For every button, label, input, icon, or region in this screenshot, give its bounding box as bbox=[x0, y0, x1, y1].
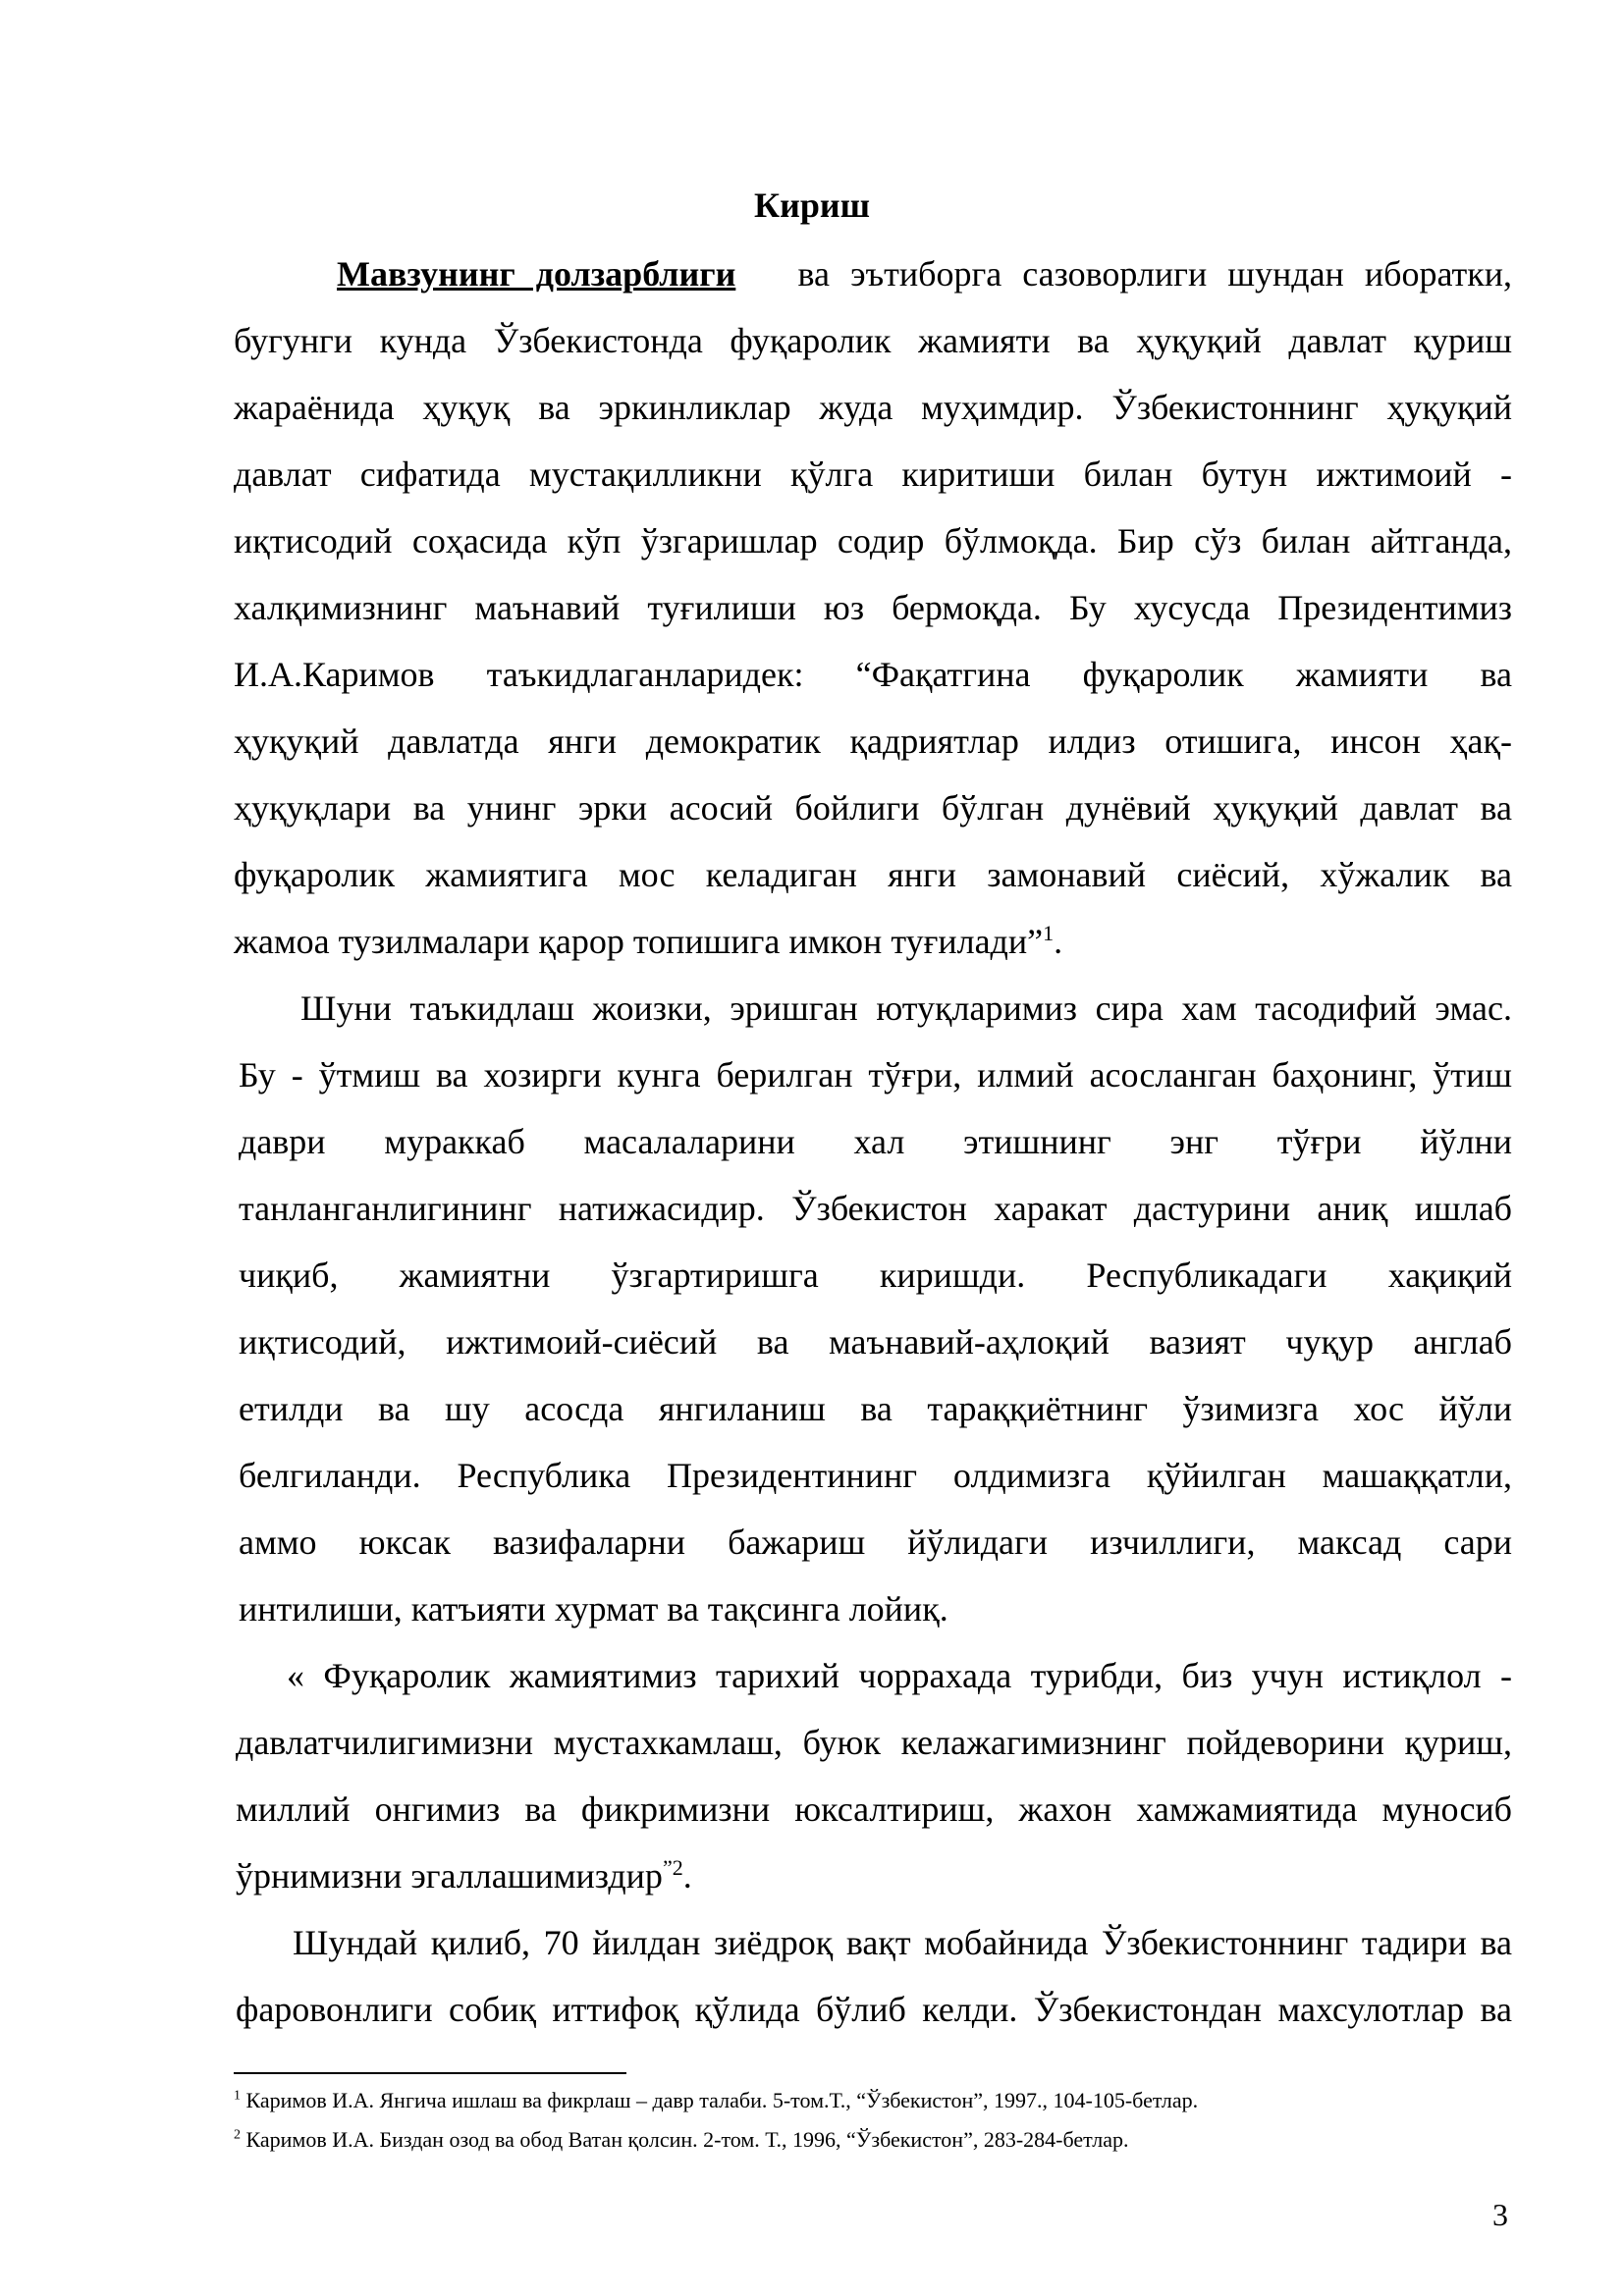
paragraph-line: ҳуқуқий давлатда янги демократик қадриятлар илдиз отишига, инсон ҳақ- bbox=[234, 721, 1512, 761]
paragraph-text: . bbox=[1054, 922, 1063, 961]
paragraph-text: ва эътиборга сазоворлиги шундан иборатки, bbox=[797, 254, 1512, 294]
footnote-separator bbox=[234, 2072, 626, 2074]
paragraph-line: жараёнида ҳуқуқ ва эркинликлар жуда муҳимдир. Ўзбекистоннинг ҳуқуқий bbox=[234, 388, 1512, 427]
footnote-text: Каримов И.А. Биздан озод ва обод Ватан қолсин. 2-том. Т., 1996, “Ўзбекистон”, 283-284-бетлар. bbox=[245, 2127, 1129, 2152]
paragraph-text: . bbox=[682, 1856, 692, 1896]
footnote-1 bbox=[234, 2086, 1198, 2115]
footnote-2 bbox=[234, 2125, 1128, 2155]
footnote-text: Каримов И.А. Янгича ишлаш ва фикрлаш – давр талаби. 5-том.Т., “Ўзбекистон”, 1997., 104-105-бетлар. bbox=[245, 2088, 1199, 2112]
paragraph-line: бугунги кунда Ўзбекистонда фуқаролик жамияти ва ҳуқуқий давлат қуриш bbox=[234, 321, 1512, 360]
page-title: Кириш bbox=[753, 186, 870, 225]
paragraph-line: Шундай қилиб, 70 йилдан зиёдроқ вақт мобайнида Ўзбекистоннинг тадири ва bbox=[293, 1923, 1512, 1962]
paragraph-line: фуқаролик жамиятига мос келадиган янги замонавий сиёсий, хўжалик ва bbox=[234, 855, 1512, 894]
page-number: 3 bbox=[1492, 2197, 1508, 2232]
paragraph-line: ҳуқуқлари ва унинг эрки асосий бойлиги бўлган дунёвий ҳуқуқий давлат ва bbox=[234, 788, 1512, 828]
paragraph-line: Бу - ўтмиш ва хозирги кунга берилган тўғри, илмий асосланган баҳонинг, ўтиш bbox=[239, 1055, 1512, 1095]
section-heading: Мавзунинг долзарблиги bbox=[337, 254, 736, 294]
paragraph-line: давлат сифатида мустақилликни қўлга киритиши билан бутун ижтимоий - bbox=[234, 454, 1512, 494]
paragraph-line: аммо юксак вазифаларни бажариш йўлидаги изчиллиги, максад сари bbox=[239, 1522, 1512, 1562]
paragraph-line bbox=[234, 918, 1512, 965]
paragraph-line: интилиши, катъияти хурмат ва тақсинга лойиқ. bbox=[239, 1589, 948, 1629]
paragraph-line: иқтисодий, ижтимоий-сиёсий ва маънавий-аҳлоқий вазият чуқур англаб bbox=[239, 1322, 1512, 1362]
footnote-ref: 1 bbox=[1043, 921, 1055, 945]
paragraph-line: давлатчилигимизни мустахкамлаш, буюк келажагимизнинг пойдеворини қуриш, bbox=[236, 1723, 1512, 1762]
paragraph-line: миллий онгимиз ва фикримизни юксалтириш, жахон хамжамиятида муносиб bbox=[236, 1789, 1512, 1829]
footnote-ref: ”2 bbox=[662, 1855, 683, 1880]
paragraph-line: белгиланди. Республика Президентининг олдимизга қўйилган машаққатли, bbox=[239, 1456, 1512, 1495]
footnote-marker: 2 bbox=[234, 2127, 241, 2143]
paragraph-line: « Фуқаролик жамиятимиз тарихий чоррахада турибди, биз учун истиқлол - bbox=[287, 1656, 1512, 1695]
paragraph-line: фаровонлиги собиқ иттифоқ қўлида бўлиб келди. Ўзбекистондан махсулотлар ва bbox=[236, 1990, 1512, 2029]
paragraph-text: ўрнимизни эгаллашимиздир bbox=[236, 1856, 663, 1896]
paragraph-line: даври мураккаб масалаларини хал этишнинг энг тўғри йўлни bbox=[239, 1122, 1512, 1161]
paragraph-line: чиқиб, жамиятни ўзгартиришга киришди. Республикадаги хақиқий bbox=[239, 1255, 1512, 1295]
paragraph-line: И.А.Каримов таъкидлаганларидек: “Фақатгина фуқаролик жамияти ва bbox=[234, 655, 1512, 694]
paragraph-line: иқтисодий соҳасида кўп ўзгаришлар содир бўлмоқда. Бир сўз билан айтганда, bbox=[234, 521, 1512, 561]
paragraph-text: жамоа тузилмалари қарор топишига имкон туғилади” bbox=[234, 922, 1044, 961]
paragraph-line bbox=[337, 250, 1512, 297]
paragraph-line: халқимизнинг маънавий туғилиши юз бермоқда. Бу хусусда Президентимиз bbox=[234, 588, 1512, 627]
paragraph-line: Шуни таъкидлаш жоизки, эришган ютуқларимиз сира хам тасодифий эмас. bbox=[300, 988, 1512, 1028]
footnote-marker: 1 bbox=[234, 2088, 241, 2104]
paragraph-line bbox=[236, 1852, 1512, 1899]
paragraph-line: танланганлигининг натижасидир. Ўзбекистон харакат дастурини аниқ ишлаб bbox=[239, 1189, 1512, 1228]
paragraph-line: етилди ва шу асосда янгиланиш ва тараққиётнинг ўзимизга хос йўли bbox=[239, 1389, 1512, 1428]
